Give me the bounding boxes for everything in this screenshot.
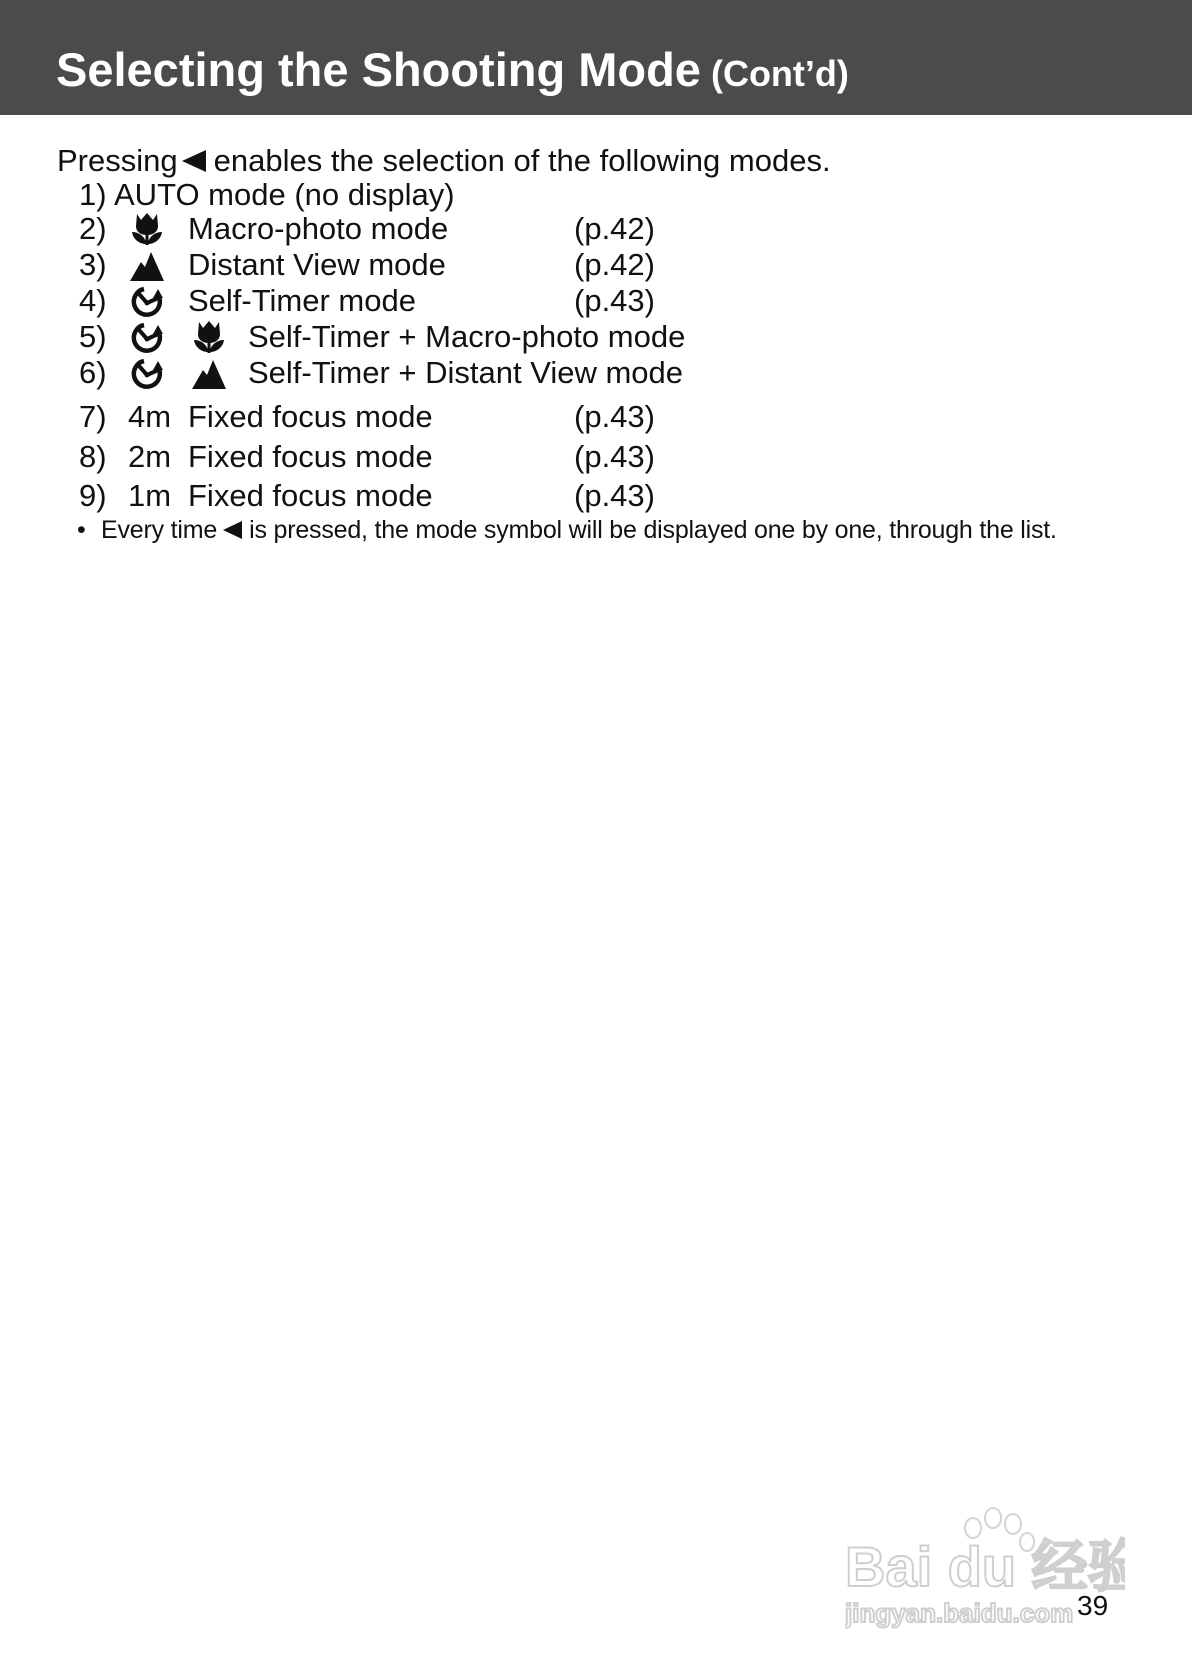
focus-distance: 4m [128, 399, 172, 434]
bullet-point: • [77, 516, 86, 544]
page-reference: (p.43) [574, 283, 655, 318]
note-text-end: is pressed, the mode symbol will be displayed one by one, through the list. [249, 516, 1057, 544]
mode-label: Self-Timer mode [188, 283, 416, 318]
intro-text-start: Pressing [57, 143, 178, 178]
mode-number: 4) [79, 283, 107, 318]
page-reference: (p.43) [574, 478, 655, 513]
page-reference: (p.42) [574, 247, 655, 282]
page-header [0, 0, 1192, 115]
left-triangle-icon [182, 150, 206, 172]
distant-mountain-icon [190, 356, 228, 390]
intro-text-end: enables the selection of the following modes. [213, 143, 831, 178]
mode-label: Fixed focus mode [188, 399, 433, 434]
watermark-brand: Bai du 经验 [845, 1535, 1125, 1598]
note-bullet [77, 513, 1057, 547]
mode-number: 9) [79, 478, 107, 513]
page-number: 39 [1077, 1590, 1109, 1621]
macro-flower-icon [190, 320, 228, 354]
mode-label: AUTO mode (no display) [114, 177, 455, 212]
page-title-suffix: (Cont’d) [710, 53, 849, 94]
page-title-text: Selecting the Shooting Mode [56, 43, 701, 96]
mode-label: Self-Timer + Macro-photo mode [248, 319, 686, 354]
mode-label: Fixed focus mode [188, 478, 433, 513]
mode-label: Macro-photo mode [188, 211, 449, 246]
mode-number: 1) [79, 177, 107, 212]
mode-label: Self-Timer + Distant View mode [248, 355, 684, 390]
self-timer-icon [128, 320, 166, 354]
mode-number: 5) [79, 319, 107, 354]
mode-number: 6) [79, 355, 107, 390]
self-timer-icon [128, 356, 166, 390]
left-triangle-icon [223, 521, 242, 539]
focus-distance: 2m [128, 439, 172, 474]
mode-number: 2) [79, 211, 107, 246]
mode-label: Distant View mode [188, 247, 446, 282]
mode-label: Fixed focus mode [188, 439, 433, 474]
mode-number: 8) [79, 439, 107, 474]
page-reference: (p.43) [574, 399, 655, 434]
focus-distance: 1m [128, 478, 172, 513]
watermark-url: jingyan.baidu.com [845, 1598, 1074, 1628]
distant-mountain-icon [128, 248, 166, 282]
macro-flower-icon [128, 212, 166, 246]
page-reference: (p.42) [574, 211, 655, 246]
self-timer-icon [128, 284, 166, 318]
mode-number: 7) [79, 399, 107, 434]
page-title [56, 40, 849, 104]
mode-number: 3) [79, 247, 107, 282]
note-text-start: Every time [101, 516, 218, 544]
page-reference: (p.43) [574, 439, 655, 474]
